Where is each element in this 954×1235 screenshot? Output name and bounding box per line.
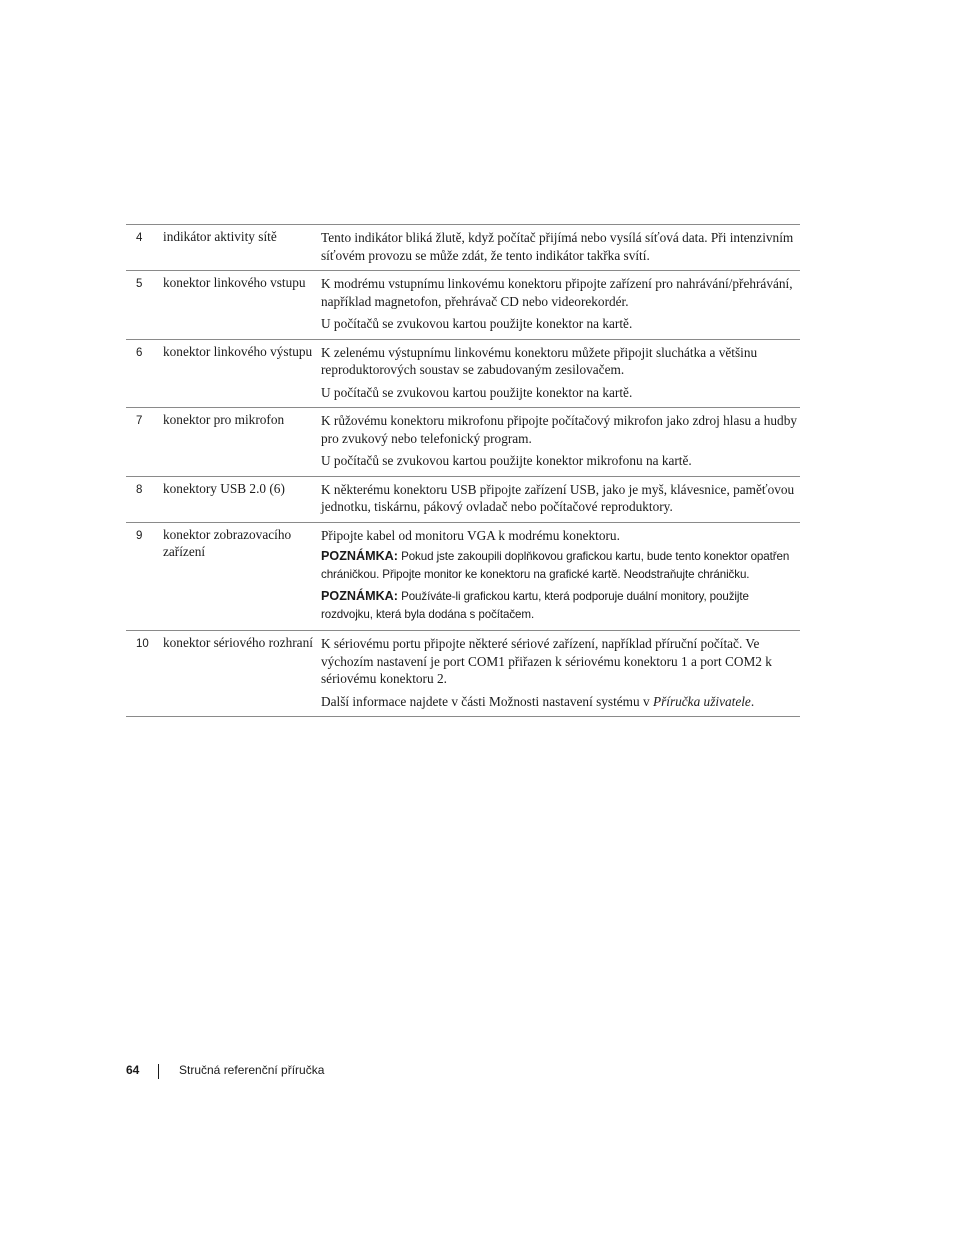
table-row [126,523,800,632]
footer-separator [158,1064,159,1079]
table-row [126,631,800,717]
description-paragraph: K sériovému portu připojte některé sériové zařízení, například příruční počítač. Ve výchozím nastavení je port COM1 přiřazen k sériovému konektoru 1 a port COM2 k sériovému konektoru 2. [321,636,772,686]
description-paragraph: U počítačů se zvukovou kartou použijte konektor mikrofonu na kartě. [321,453,692,468]
description-paragraph: K některému konektoru USB připojte zařízení USB, jako je myš, klávesnice, paměťovou jednotku, tiskárnu, pákový ovladač nebo počítačové reproduktory. [321,481,795,514]
table-row [126,271,800,340]
page-number: 64 [126,1063,140,1077]
note [321,587,798,624]
note [321,547,798,584]
row-number: 5 [136,278,143,290]
note-label: POZNÁMKA: [321,549,398,563]
connector-description [321,344,798,402]
description-paragraph: K růžovému konektoru mikrofonu připojte počítačový mikrofon jako zdroj hlasu a hudby pro zvukový nebo telefonický program. [321,413,797,446]
description-paragraph: K zelenému výstupnímu linkovému konektoru můžete připojit sluchátka a většinu reproduktorových soustav se zabudovaným zesilovačem. [321,344,758,377]
connector-name: konektory USB 2.0 (6) [163,480,285,496]
manual-title: Příručka uživatele [652,693,751,709]
description-paragraph: U počítačů se zvukovou kartou použijte konektor na kartě. [321,316,633,331]
table-row [126,340,800,409]
row-number: 10 [136,638,149,650]
row-number: 4 [136,232,143,244]
description-paragraph: Tento indikátor bliká žlutě, když počítač přijímá nebo vysílá síťová data. Při intenzivním síťovém provozu se může zdát, že tento indikátor takřka svítí. [321,230,794,263]
connector-name: konektor zobrazovacího zařízení [163,526,292,559]
connector-description [321,229,798,264]
connector-name: konektor linkového výstupu [163,343,313,359]
note-text: Používáte-li grafickou kartu, která podporuje duální monitory, použijte rozdvojku, která byla dodána s počítačem. [321,590,749,621]
note-label: POZNÁMKA: [321,589,398,603]
row-number: 8 [136,483,143,496]
description-paragraph: U počítačů se zvukovou kartou použijte konektor na kartě. [321,384,633,400]
connector-description [321,635,798,710]
connector-description [321,527,798,625]
table-row [126,477,800,523]
connector-name: konektor pro mikrofon [163,412,285,427]
description-paragraph: Připojte kabel od monitoru VGA k modrému konektoru. [321,527,620,543]
reference-end: . [750,693,755,709]
description-paragraph: K modrému vstupnímu linkovému konektoru připojte zařízení pro nahrávání/přehrávání, například magnetofon, přehrávač CD nebo videorekordér. [321,276,793,309]
footer-title: Stručná referenční příručka [179,1063,325,1077]
row-number: 6 [136,346,143,359]
note-text: Pokud jste zakoupili doplňkovou grafickou kartu, bude tento konektor opatřen chráničkou. Připojte monitor ke konektoru na grafické kartě. Neodstraňujte chráničku. [321,550,790,581]
connector-name: konektor linkového vstupu [163,275,306,290]
connector-name: indikátor aktivity sítě [163,229,277,244]
table-row [126,225,800,271]
connector-description [321,481,798,516]
connector-description [321,275,798,333]
row-number: 7 [136,415,143,427]
connector-description [321,412,798,470]
reference-text: Další informace najdete v části Možnosti nastavení systému v [321,693,653,709]
description-paragraph [321,693,798,711]
connector-name: konektor sériového rozhraní [163,635,313,650]
row-number: 9 [136,529,143,542]
connector-table [126,224,800,717]
table-row [126,408,800,477]
